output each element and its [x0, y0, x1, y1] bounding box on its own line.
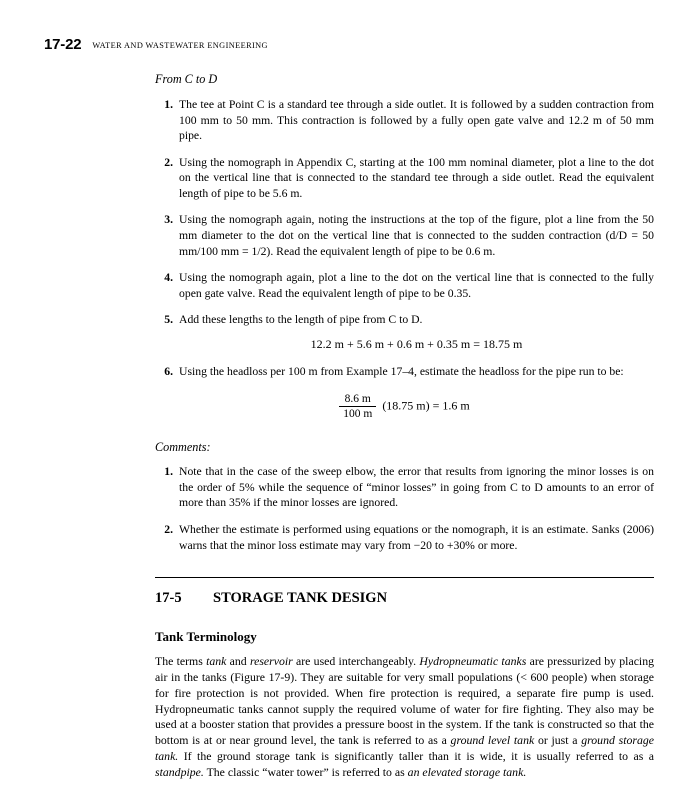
list-item-number: 1. — [164, 98, 173, 111]
emphasized-term: standpipe. — [155, 765, 204, 780]
list-item-text: Using the nomograph in Appendix C, starting at the 100 mm nominal diameter, plot a line to the dot on the vertical line that is connected to the standard tee through a side outlet. Read the equivalent length of pipe to be 5.6 m. — [179, 155, 654, 200]
list-item-number: 3. — [164, 213, 173, 227]
body-column — [155, 72, 654, 578]
equation-remainder: (18.75 m) = 1.6 m — [382, 398, 470, 413]
fraction-denominator: 100 m — [343, 408, 373, 421]
section-heading — [155, 590, 654, 607]
list-item — [155, 312, 654, 353]
body-paragraph — [155, 654, 654, 781]
list-item-number: 1. — [164, 465, 173, 479]
paragraph-run: are used interchangeably. — [292, 654, 420, 668]
list-item-number: 4. — [164, 271, 173, 285]
emphasized-term: ground level tank — [450, 733, 535, 748]
example-step-list — [155, 97, 654, 379]
list-item — [155, 212, 654, 259]
sum-equation: 12.2 m + 5.6 m + 0.6 m + 0.35 m = 18.75 m — [310, 336, 523, 351]
running-head-title: WATER AND WASTEWATER ENGINEERING — [92, 41, 268, 50]
paragraph-run: If the ground storage tank is significantly taller than it is wide, it is usually referred to as a — [178, 749, 654, 764]
fraction — [339, 393, 376, 420]
list-item-text: Note that in the case of the sweep elbow, the error that results from ignoring the minor losses is on the order of 5% while the sequence of “minor losses” in going from C to D amounts to an error of more than 35% if the minor losses are ignored. — [179, 465, 654, 510]
example-subheading: From C to D — [155, 72, 218, 86]
list-item-number: 2. — [164, 155, 173, 169]
list-item-text: Using the nomograph again, noting the instructions at the top of the figure, plot a line from the 50 mm diameter to the dot on the vertical line that is connected to the sudden contraction (d/D = 50 mm/100 mm = 1/2). Read the equivalent length of pipe to be 0.6 m. — [179, 213, 654, 258]
list-item-number: 2. — [164, 522, 173, 536]
list-item — [155, 364, 654, 380]
paragraph-run: The terms — [155, 654, 207, 668]
section-title: STORAGE TANK DESIGN — [213, 590, 388, 606]
emphasized-term: ground storage tank. — [155, 733, 654, 764]
list-item — [155, 97, 654, 144]
list-item-number: 5. — [164, 313, 173, 327]
list-item — [155, 464, 654, 511]
fraction-numerator: 8.6 m — [339, 393, 376, 407]
paragraph-run: The classic “water tower” is referred to as — [203, 765, 408, 780]
list-item — [155, 155, 654, 202]
list-item-text: Add these lengths to the length of pipe from C to D. — [179, 313, 423, 327]
emphasized-term: tank — [206, 654, 227, 668]
section-block — [155, 556, 654, 781]
paragraph-run: and — [226, 654, 250, 668]
section-number: 17-5 — [155, 590, 182, 606]
emphasized-term: reservoir — [249, 654, 293, 668]
comments-heading: Comments: — [155, 440, 211, 455]
page-folio: 17-22 — [44, 36, 82, 53]
comments-list — [155, 464, 654, 553]
list-item — [155, 522, 654, 553]
emphasized-term: an elevated storage tank. — [407, 765, 527, 780]
paragraph-run: are pressurized by placing air in the tanks (Figure 17-9). They are suitable for very small populations (< 600 people) when storage for fire protection is not provided. When fire protection is required, a separate fire pump is used. Hydropneumatic tanks cannot supply the required volume of water for fire fighting. They also may be used at a booster station that provides a pressure boost in the system. If the tank is constructed so that the bottom is at or near ground level, the tank is referred to as a — [155, 654, 655, 748]
list-item-text: Using the headloss per 100 m from Example 17–4, estimate the headloss for the pipe run to be: — [179, 364, 624, 378]
running-head — [44, 36, 645, 53]
list-item-number: 6. — [164, 364, 173, 378]
subsection-heading: Tank Terminology — [155, 629, 257, 644]
list-item-text: Using the nomograph again, plot a line to the dot on the vertical line that is connected to the fully open gate valve. Read the equivalent length of pipe to be 0.35. — [179, 271, 654, 300]
paragraph-run: or just a — [534, 733, 582, 748]
list-item-text: Whether the estimate is performed using equations or the nomograph, it is an estimate. Sanks (2006) warns that the minor loss estimate may vary from −20 to +30% or more. — [179, 522, 654, 552]
list-item-text: The tee at Point C is a standard tee through a side outlet. It is followed by a sudden contraction from 100 mm to 50 mm. This contraction is followed by a fully open gate valve and 12.2 m of 50 mm pipe. — [179, 98, 654, 143]
list-item — [155, 270, 654, 301]
emphasized-term: Hydropneumatic tanks — [419, 654, 527, 668]
headloss-equation — [155, 393, 654, 420]
